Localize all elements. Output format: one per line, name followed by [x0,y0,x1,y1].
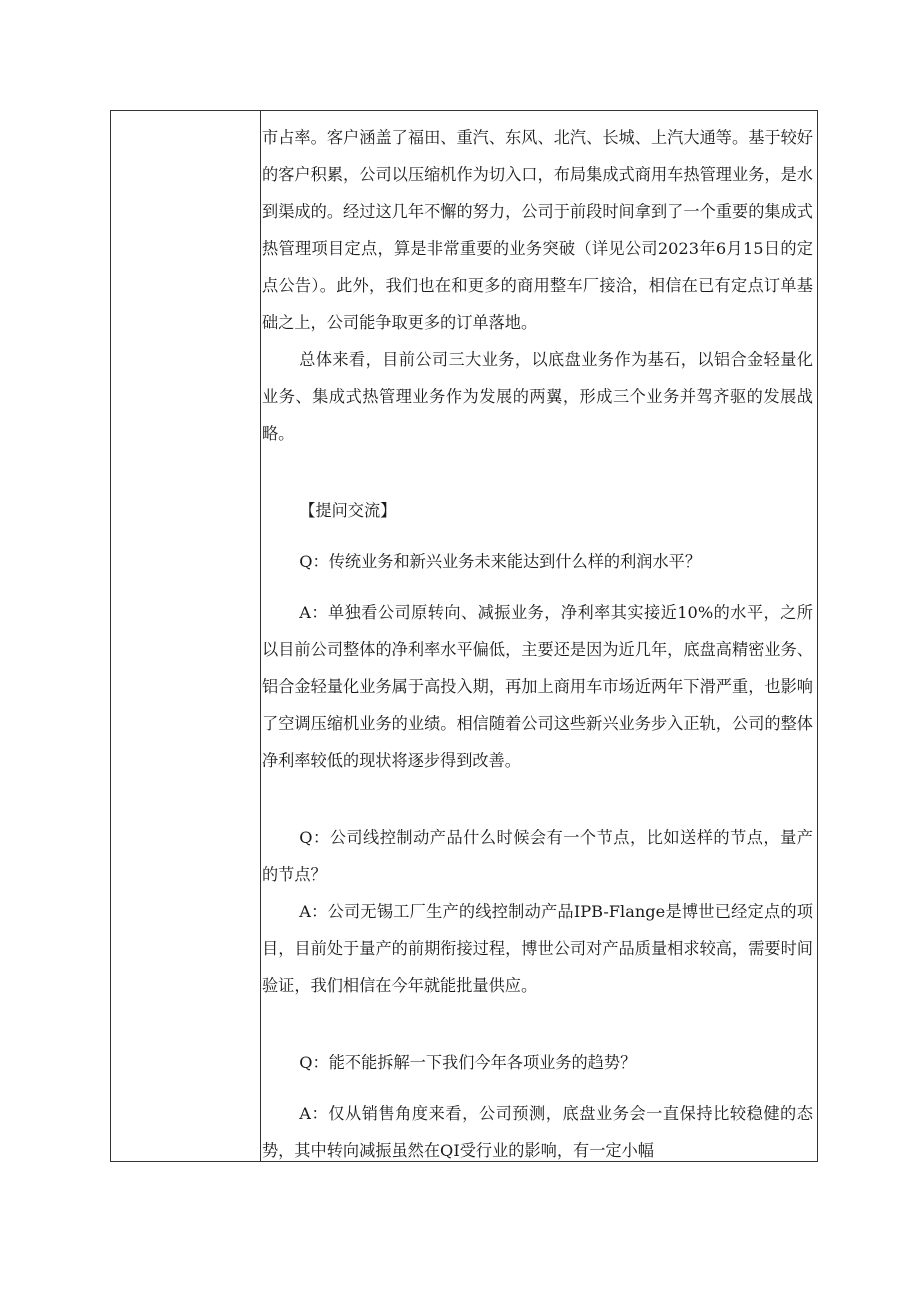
paragraph-summary: 总体来看，目前公司三大业务，以底盘业务作为基石，以铝合金轻量化业务、集成式热管理业务作为发展的两翼，形成三个业务并驾齐驱的发展战略。 [262,350,813,443]
answer-2: A：公司无锡工厂生产的线控制动产品IPB-Flange是博世已经定点的项目，目前处于量产的前期衔接过程，博世公司对产品质量相求较高，需要时间验证，我们相信在今年就能批量供应。 [262,902,813,995]
question-1: Q：传统业务和新兴业务未来能达到什么样的利润水平？ [299,552,702,571]
paragraph-customers: 市占率。客户涵盖了福田、重汽、东风、北汽、长城、上汽大通等。基于较好的客户积累，公司以压缩机作为切入口，布局集成式商用车热管理业务，是水到渠成的。经过这几年不懈的努力，公司于前段时间拿到了一个重要的集成式热管理项目定点，算是非常重要的业务突破（详见公司2023年6月15日的定点公告）。此外，我们也在和更多的商用整车厂接洽，相信在已有定点订单基础之上，公司能争取更多的订单落地。 [262,128,813,332]
question-3: Q：能不能拆解一下我们今年各项业务的趋势？ [299,1053,637,1072]
question-2: Q：公司线控制动产品什么时候会有一个节点，比如送样的节点，量产的节点？ [262,828,813,884]
answer-3: A：仅从销售角度来看，公司预测，底盘业务会一直保持比较稳健的态势，其中转向减振虽然在QI受行业的影响，有一定小幅 [262,1104,813,1160]
document-table [110,110,818,1162]
qa-heading: 【提问交流】 [299,501,397,520]
label-column [111,111,261,1161]
answer-1: A：单独看公司原转向、减振业务，净利率其实接近10%的水平，之所以目前公司整体的净利率水平偏低，主要还是因为近几年，底盘高精密业务、铝合金轻量化业务属于高投入期，再加上商用车市场近两年下滑严重，也影响了空调压缩机业务的业绩。相信随着公司这些新兴业务步入正轨，公司的整体净利率较低的现状将逐步得到改善。 [262,603,813,770]
content-column [261,111,817,1161]
